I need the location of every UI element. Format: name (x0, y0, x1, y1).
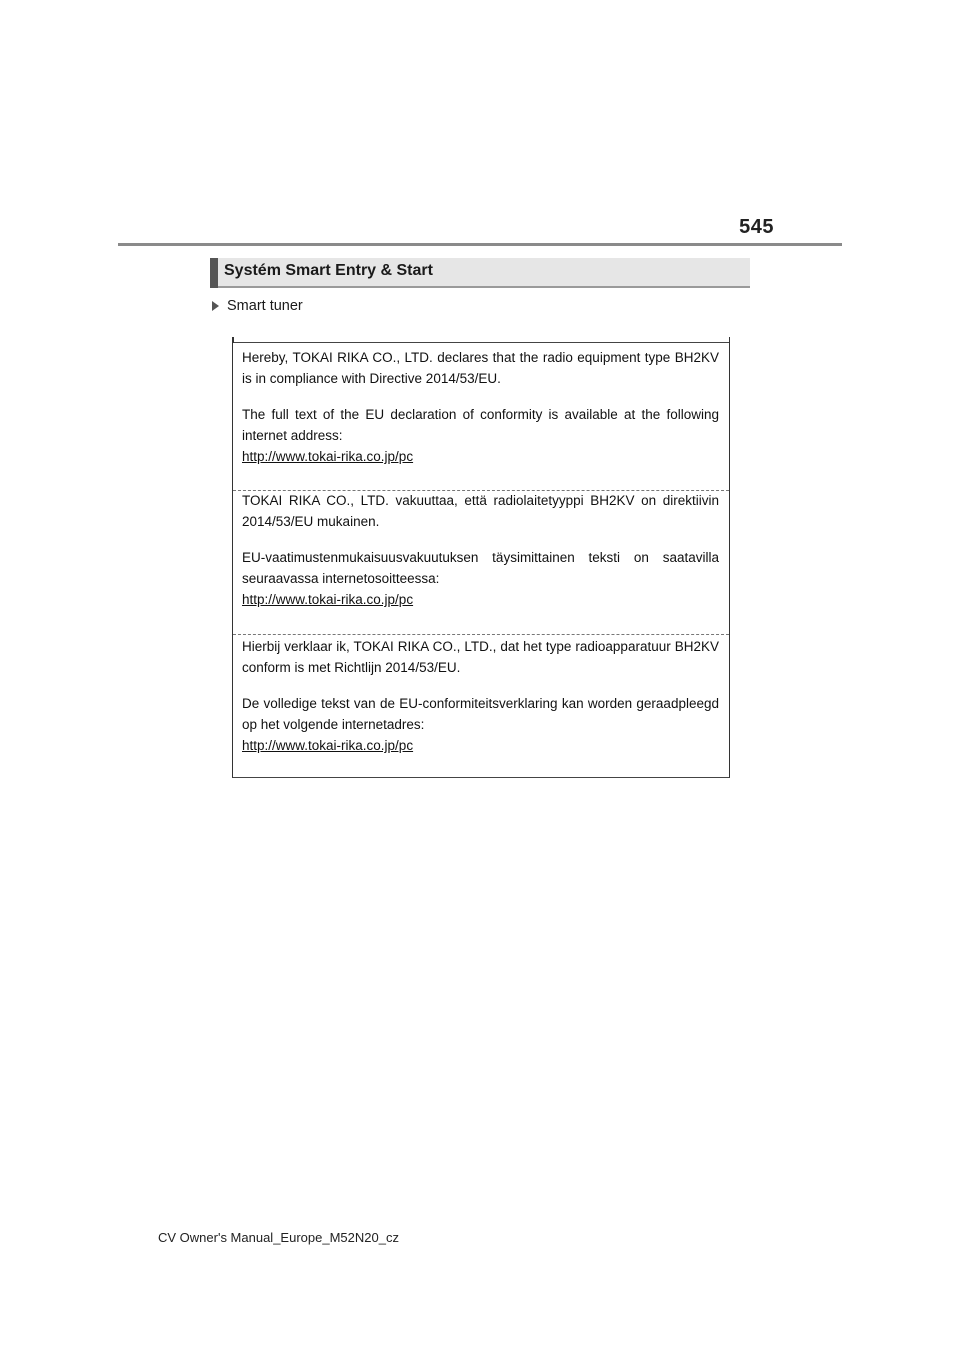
footer-manual-id: CV Owner's Manual_Europe_M52N20_cz (158, 1230, 399, 1245)
bullet-text: Smart tuner (227, 298, 303, 314)
declaration-dutch (233, 636, 729, 756)
declaration-finnish (233, 490, 729, 610)
bullet-item (212, 297, 303, 315)
section-title: Systém Smart Entry & Start (224, 262, 433, 279)
declaration-statement: TOKAI RIKA CO., LTD. vakuuttaa, että radiolaitetyyppi BH2KV on direktiivin 2014/53/EU mukainen. (242, 493, 719, 529)
declaration-link[interactable]: http://www.tokai-rika.co.jp/pc (242, 592, 414, 607)
declaration-english (233, 347, 729, 467)
declaration-link[interactable]: http://www.tokai-rika.co.jp/pc (242, 449, 414, 464)
declaration-statement: Hierbij verklaar ik, TOKAI RIKA CO., LTD., dat het type radioapparatuur BH2KV conform is met Richtlijn 2014/53/EU. (242, 639, 719, 675)
declaration-box (232, 342, 730, 778)
corner-tick (232, 337, 234, 343)
declaration-availability: The full text of the EU declaration of conformity is available at the following internet address: (242, 407, 719, 443)
declaration-availability: De volledige tekst van de EU-conformiteitsverklaring kan worden geraadpleegd op het volgende internetadres: (242, 696, 719, 732)
section-header (210, 258, 750, 288)
triangle-bullet-icon (212, 301, 219, 311)
page-number: 545 (739, 216, 774, 238)
declaration-statement: Hereby, TOKAI RIKA CO., LTD. declares that the radio equipment type BH2KV is in compliance with Directive 2014/53/EU. (242, 350, 719, 386)
corner-tick (729, 337, 731, 343)
declaration-link[interactable]: http://www.tokai-rika.co.jp/pc (242, 738, 414, 753)
section-accent-bar (210, 258, 218, 288)
header-rule (118, 243, 842, 246)
declaration-availability: EU-vaatimustenmukaisuusvakuutuksen täysimittainen teksti on saatavilla seuraavassa internetosoitteessa: (242, 550, 719, 586)
section-divider (233, 634, 729, 635)
